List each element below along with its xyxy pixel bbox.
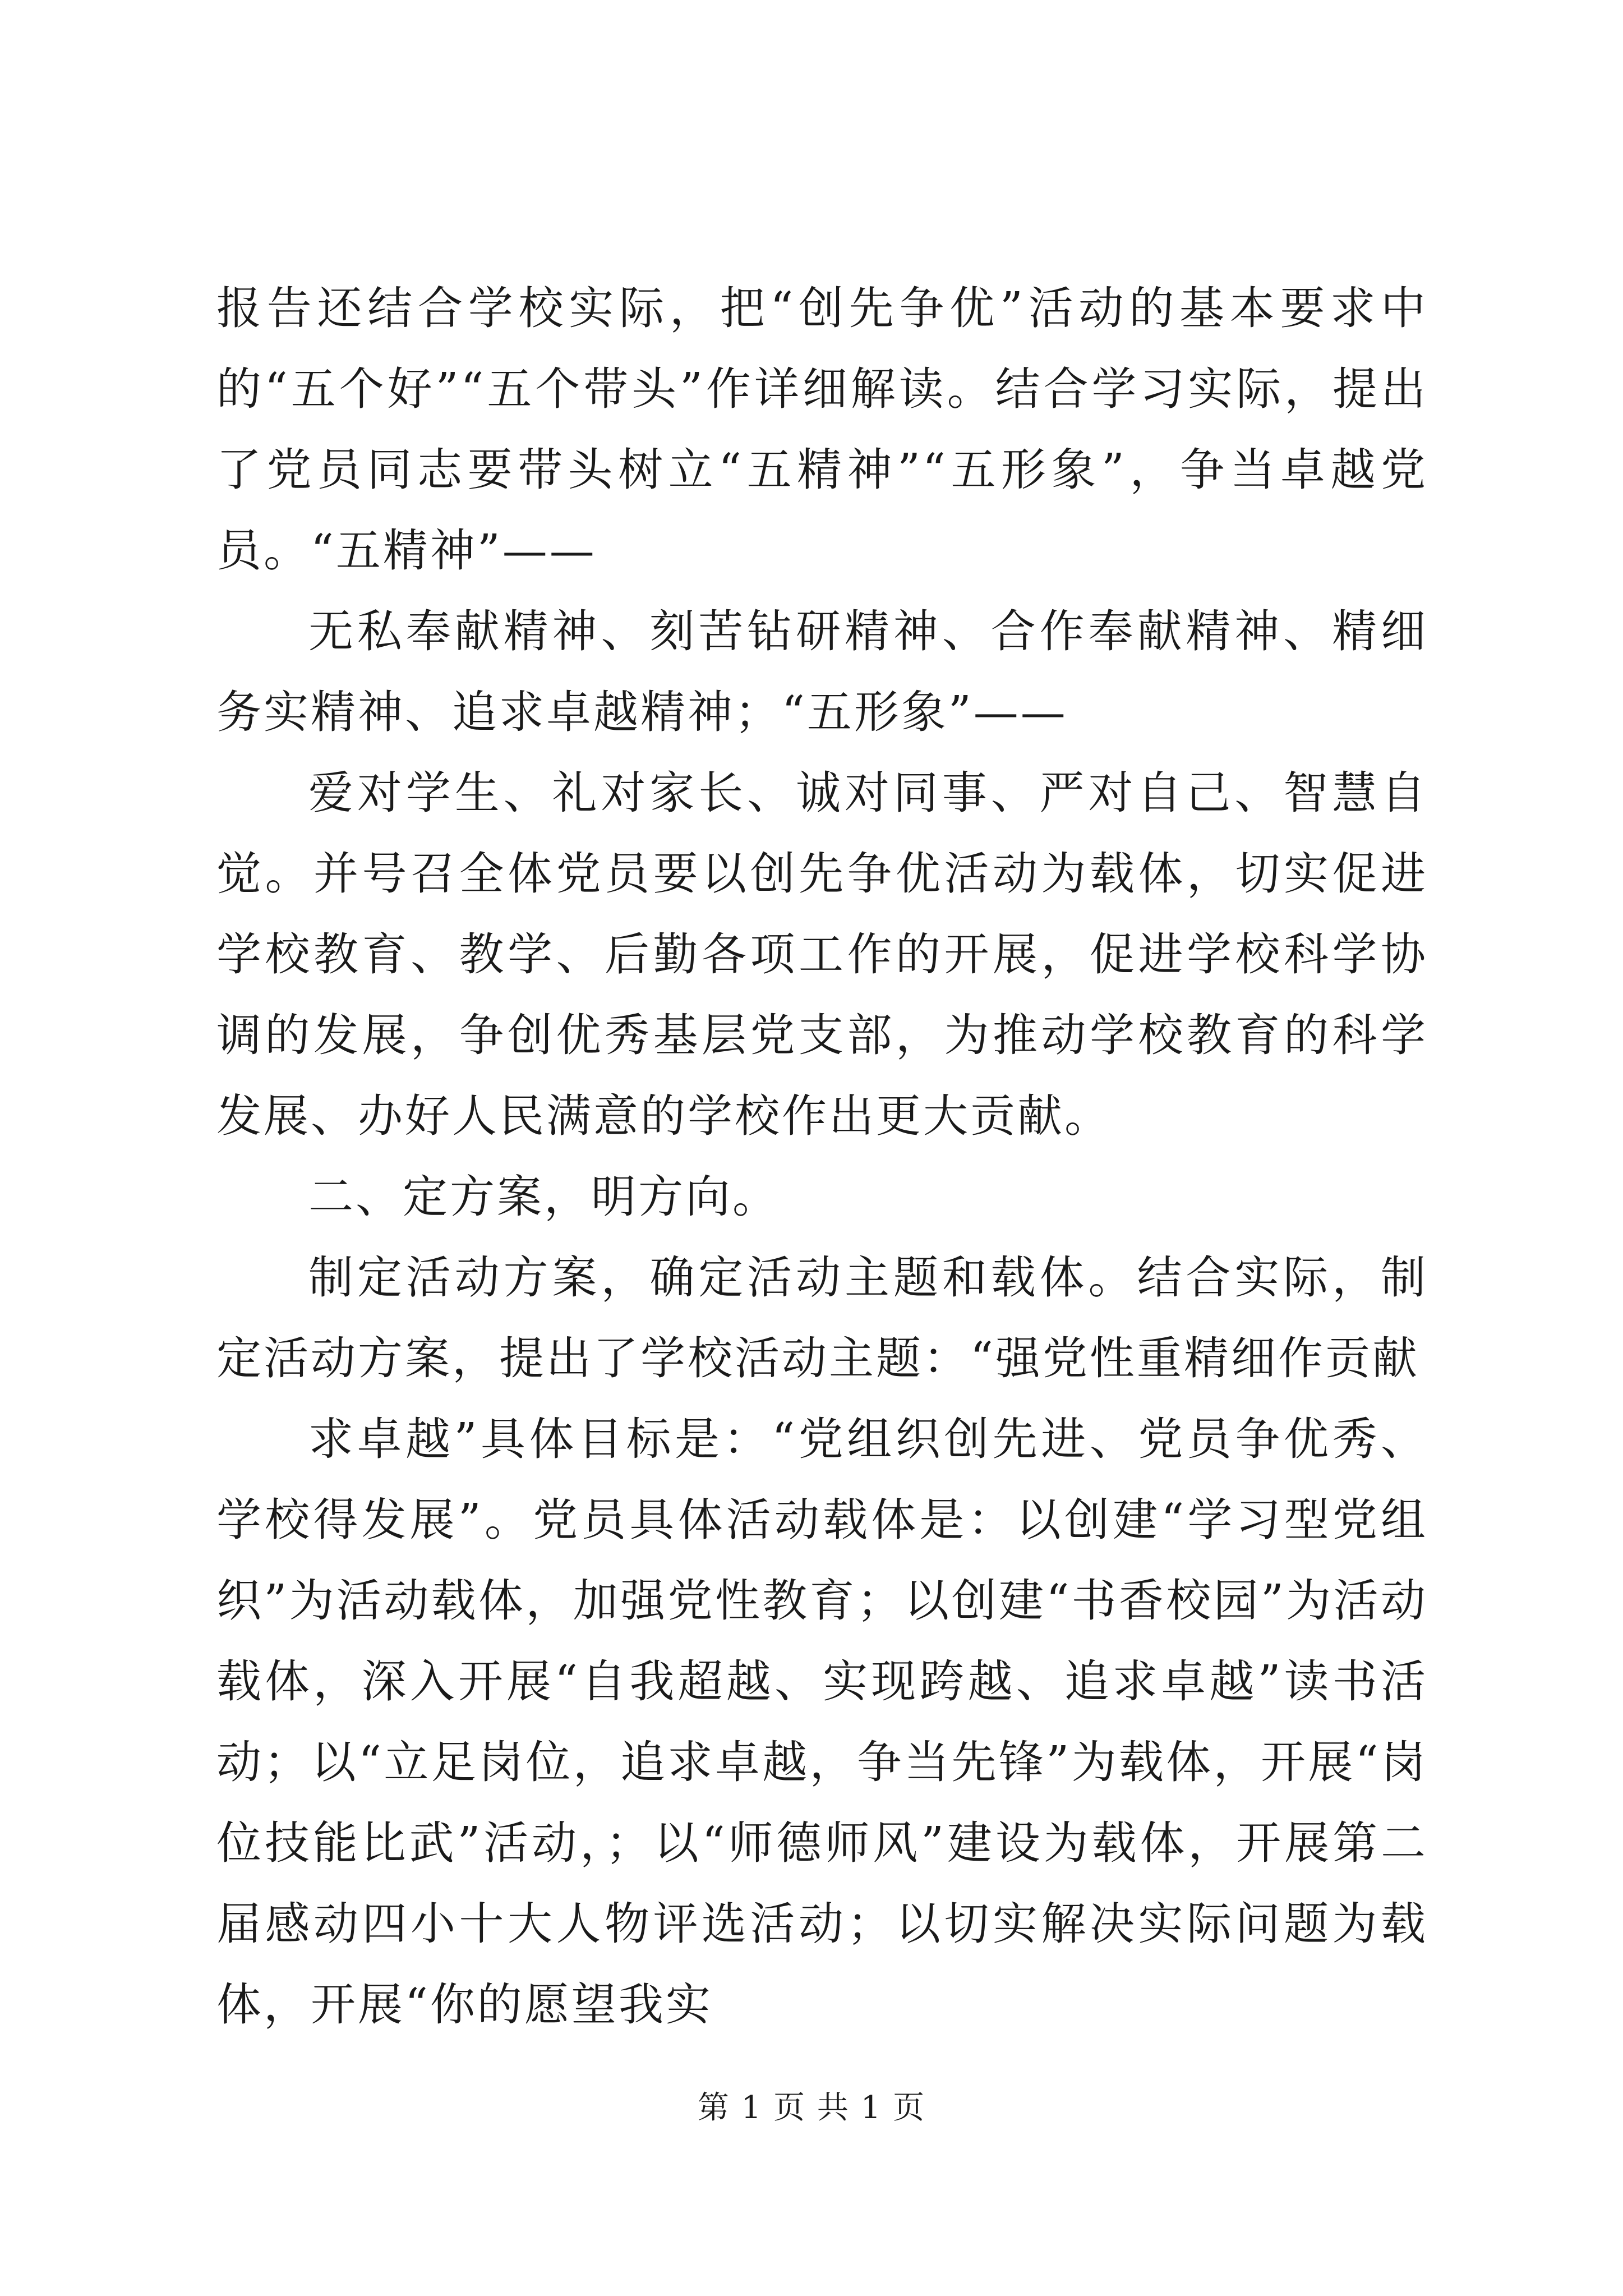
paragraph-1: 报告还结合学校实际，把“创先争优”活动的基本要求中的“五个好”“五个带头”作详细解读。结合学习实际，提出了党员同志要带头树立“五精神”“五形象”，争当卓越党员。“五精神”—— [216,282,1428,577]
paragraph-4: 制定活动方案，确定活动主题和载体。结合实际，制定活动方案，提出了学校活动主题：“强党性重精细作贡献 [216,1251,1428,1384]
paragraph-3: 爱对学生、礼对家长、诚对同事、严对自己、智慧自觉。并号召全体党员要以创先争优活动为载体，切实促进学校教育、教学、后勤各项工作的开展，促进学校科学协调的发展，争创优秀基层党支部，为推动学校教育的科学发展、办好人民满意的学校作出更大贡献。 [216,767,1428,1142]
paragraph-2: 无私奉献精神、刻苦钻研精神、合作奉献精神、精细务实精神、追求卓越精神；“五形象”—— [216,605,1428,738]
section-heading: 二、定方案，明方向。 [308,1171,780,1223]
page-footer: 第 1 页 共 1 页 [697,2090,926,2126]
paragraph-5: 求卓越”具体目标是：“党组织创先进、党员争优秀、学校得发展”。党员具体活动载体是：以创建“学习型党组织”为活动载体，加强党性教育；以创建“书香校园”为活动载体，深入开展“自我超越、实现跨越、追求卓越”读书活动；以“立足岗位，追求卓越，争当先锋”为载体，开展“岗位技能比武”活动，；以“师德师风”建设为载体，开展第二届感动四小十大人物评选活动；以切实解决实际问题为载体，开展“你的愿望我实 [216,1413,1428,2031]
document-body [216,268,1428,2045]
